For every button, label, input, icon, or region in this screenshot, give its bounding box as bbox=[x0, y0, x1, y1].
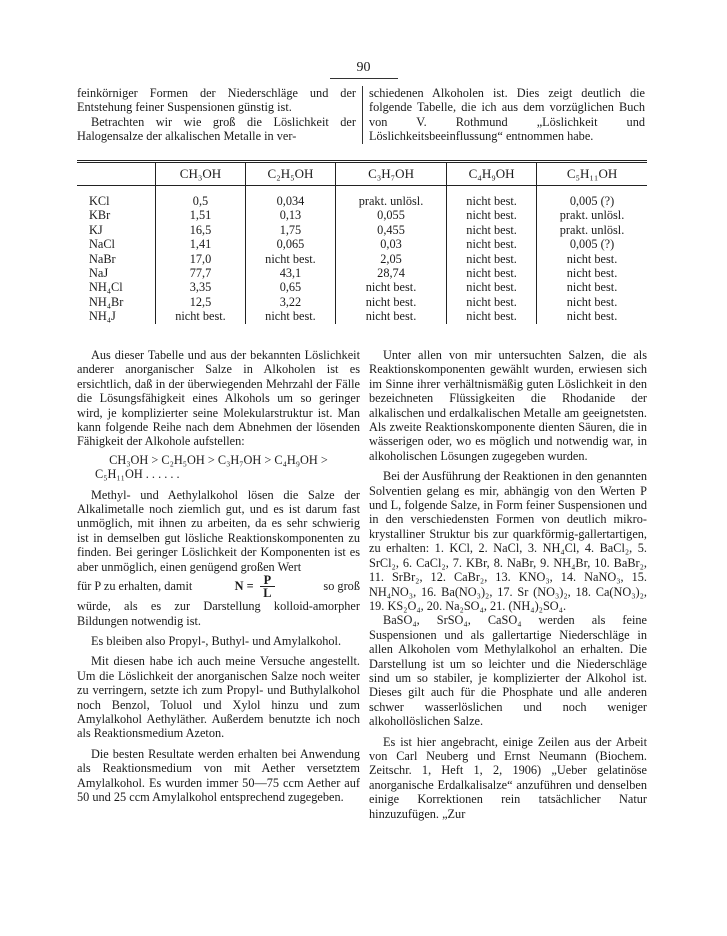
table-cell-salt: KBr bbox=[89, 208, 111, 223]
top-column-divider bbox=[362, 86, 363, 144]
table-cell-pentanol: prakt. unlösl. bbox=[537, 208, 647, 222]
table-body bbox=[77, 186, 647, 324]
table-cell-ethanol: 43,1 bbox=[245, 266, 335, 280]
alcohol-series-line-1: CH₃OH > C₂H₅OH > C₃H₇OH > C₄H₉OH > bbox=[109, 452, 328, 467]
table-cell-pentanol: 0,005 (?) bbox=[537, 237, 647, 251]
table-cell-ethanol: 0,65 bbox=[245, 280, 335, 294]
left-paragraph-3: Es bleiben also Propyl-, Buthyl- und Amylalkohol. bbox=[91, 633, 342, 648]
table-row bbox=[77, 295, 647, 309]
formula-line bbox=[77, 574, 360, 599]
table-cell-propanol: nicht best. bbox=[335, 309, 446, 323]
table-cell-butanol: nicht best. bbox=[447, 295, 537, 309]
table-row bbox=[77, 186, 647, 209]
table-cell-ethanol: 1,75 bbox=[245, 223, 335, 237]
table-cell-methanol: nicht best. bbox=[156, 309, 246, 323]
table-cell-ethanol: 0,13 bbox=[245, 208, 335, 222]
table-header-pentanol: C₅H₁₁OH bbox=[537, 162, 647, 186]
top-right-column bbox=[369, 86, 645, 144]
table-cell-pentanol: nicht best. bbox=[537, 280, 647, 294]
left-paragraph-1: Aus dieser Tabelle und aus der bekannten Löslichkeit anderer anorganischer Salze in Alkoholen ist es ersichtlich, daß in der überwiegenden Mehrzahl der Fälle die Lösungsfähigkeit eines Alkohols um so geringer wird, je komplizierter seine Molekularstruktur ist. Man kann folgende Reihe nach dem Abnehmen der lösenden Fähigkeit der Alkohole aufstellen: bbox=[77, 348, 360, 449]
table-cell-methanol: 16,5 bbox=[156, 223, 246, 237]
table-cell-butanol: nicht best. bbox=[447, 252, 537, 266]
table-row bbox=[77, 280, 647, 294]
table-cell-pentanol: nicht best. bbox=[537, 295, 647, 309]
page-number-rule bbox=[330, 78, 398, 79]
formula-denominator: L bbox=[263, 586, 272, 601]
table-cell-salt: NH₄Br bbox=[89, 294, 124, 309]
table-cell-salt: KJ bbox=[89, 222, 103, 237]
table-cell-butanol: nicht best. bbox=[447, 208, 537, 222]
table-cell-pentanol: 0,005 (?) bbox=[537, 186, 647, 209]
table-cell-propanol: nicht best. bbox=[335, 295, 446, 309]
table-cell-methanol: 12,5 bbox=[156, 295, 246, 309]
table-cell-butanol: nicht best. bbox=[447, 186, 537, 209]
table-cell-butanol: nicht best. bbox=[447, 266, 537, 280]
table-cell-propanol: 0,455 bbox=[335, 223, 446, 237]
right-paragraph-2: Bei der Ausführung der Reaktionen in den genannten Solventien gelang es mir, abhängig von den Werten P und L, folgende Salze, in Form feiner Suspensionen und in den verschiedensten Formen von deutlich mikro-krystalliner Struktur bis zur quarkförmig-gallertartigen, zu erhalten: 1. KCl, 2. NaCl, 3. NH₄Cl, 4. BaCl₂, 5. SrCl₂, 6. CaCl₂, 7. KBr, 8. NaBr, 9. NH₄Br, 10. BaBr₂, 11. SrBr₂, 12. CaBr₂, 13. KNO₃, 14. NaNO₃, 15. NH₄NO₃, 16. Ba(NO₃)₂, 17. Sr (NO₃)₂, 18. Ca(NO₃)₂, 19. KS₂O₄, 20. Na₂SO₄, 21. (NH₄)₂SO₄. bbox=[369, 469, 647, 613]
table-cell-propanol: 2,05 bbox=[335, 252, 446, 266]
table-cell-ethanol: nicht best. bbox=[245, 309, 335, 323]
table-cell-methanol: 17,0 bbox=[156, 252, 246, 266]
left-paragraph-2: Methyl- und Aethylalkohol lösen die Salze der Alkalimetalle noch ziemlich gut, und es ist darum fast unmöglich, mit ihnen zu arbeiten, da es sehr schwierig ist in demselben gut lösliche Reaktionskomponenten zu finden. Bei geringer Löslichkeit der Komponenten ist es aber unmöglich, einen genügend großen Wert bbox=[77, 487, 360, 574]
table-header-salt bbox=[77, 162, 156, 186]
table-cell-methanol: 1,41 bbox=[156, 237, 246, 251]
table-cell-propanol: 0,055 bbox=[335, 208, 446, 222]
right-paragraph-4: Es ist hier angebracht, einige Zeilen aus der Arbeit von Carl Neuberg und Ernst Neumann (Biochem. Zeitschr. 1, Heft 1, 2, 1906) „Ueber gelatinöse anorganische Erdalkalisalze“ anzuführen und denselben einige Korrektionen rein tatsächlicher Natur hinzuzufügen. „Zur bbox=[369, 734, 647, 821]
table-cell-salt: KCl bbox=[89, 194, 110, 208]
table-header-butanol: C₄H₉OH bbox=[447, 162, 537, 186]
table-cell-salt: NaJ bbox=[89, 266, 109, 281]
table-cell-butanol: nicht best. bbox=[447, 280, 537, 294]
table-cell-salt: NH₄J bbox=[89, 309, 116, 324]
table-cell-pentanol: nicht best. bbox=[537, 252, 647, 266]
table-row bbox=[77, 223, 647, 237]
bottom-right-column bbox=[369, 348, 647, 821]
table-row bbox=[77, 309, 647, 323]
top-left-paragraph-2: Betrachten wir wie groß die Löslichkeit der Halogensalze der alkalischen Metalle in ver- bbox=[77, 114, 356, 144]
table-cell-butanol: nicht best. bbox=[447, 309, 537, 323]
solubility-table bbox=[77, 160, 647, 324]
table-cell-pentanol: prakt. unlösl. bbox=[537, 223, 647, 237]
table-cell-propanol: nicht best. bbox=[335, 280, 446, 294]
table-row bbox=[77, 208, 647, 222]
right-paragraph-1: Unter allen von mir untersuchten Salzen, die als Reaktionskomponenten gewählt wurden, erwiesen sich im Sinne ihrer verhältnismäßig guten Löslichkeit in den bezeichneten Flüssigkeiten die Rhodanide der alkalischen und erdalkalischen Metalle am geeignetsten. Als zweite Reaktionskomponente dienten Säuren, die in wässerigen oder, wo es möglich und notwendig war, in alkoholischen Lösungen zugegeben wurden. bbox=[369, 348, 647, 463]
formula-fraction bbox=[260, 574, 276, 599]
table-cell-ethanol: 0,065 bbox=[245, 237, 335, 251]
table-cell-propanol: 28,74 bbox=[335, 266, 446, 280]
table-cell-propanol: prakt. unlösl. bbox=[335, 186, 446, 209]
left-paragraph-5: Die besten Resultate werden erhalten bei Anwendung als Reaktionsmedium von mit Aether versetztem Amylalkohol. Es wurden immer 50—75 ccm Aether auf 50 und 25 ccm Amylalkohol entsprechend zugegeben. bbox=[77, 746, 360, 804]
table-cell-ethanol: 0,034 bbox=[245, 186, 335, 209]
bottom-left-column bbox=[77, 348, 360, 804]
table-cell-methanol: 1,51 bbox=[156, 208, 246, 222]
formula-prefix: für P zu erhalten, damit bbox=[77, 579, 193, 594]
left-paragraph-4: Mit diesen habe ich auch meine Versuche angestellt. Um die Löslichkeit der anorganischen Salze noch weiter zu verringern, setzte ich zum Propyl- und Buthylalkohol noch Benzol, Toluol und Xylol hinzu und zum Amylalkohol Aethyläther. Außerdem benutzte ich noch als Reaktionsmedium Azeton. bbox=[77, 654, 360, 741]
table-cell-methanol: 77,7 bbox=[156, 266, 246, 280]
alcohol-series-line-2: C₅H₁₁OH . . . . . . bbox=[95, 467, 180, 482]
table-header-ethanol: C₂H₅OH bbox=[245, 162, 335, 186]
formula-lhs: N = bbox=[234, 579, 254, 594]
table-cell-butanol: nicht best. bbox=[447, 223, 537, 237]
table-row bbox=[77, 266, 647, 280]
solubility-table-grid bbox=[77, 160, 647, 324]
table-cell-butanol: nicht best. bbox=[447, 237, 537, 251]
formula-suffix: so groß bbox=[323, 579, 360, 594]
formula-numerator: P bbox=[260, 574, 276, 587]
table-cell-pentanol: nicht best. bbox=[537, 309, 647, 323]
page-number: 90 bbox=[356, 60, 371, 75]
right-paragraph-3: BaSO₄, SrSO₄, CaSO₄ werden als feine Suspensionen und als gallertartige Niederschläge in allen Alkoholen vom Methylalkohol an erhalten. Die Darstellung ist um so leichter und die Niederschläge sind um so stabiler, je komplizierter der Alkohol ist. Dieses gilt auch für die Phosphate und alle anderen schwer wasserlöslichen und noch weniger alkohollöslichen Salze. bbox=[369, 613, 647, 729]
table-cell-salt: NaCl bbox=[89, 237, 115, 252]
table-row bbox=[77, 237, 647, 251]
top-left-column bbox=[77, 86, 356, 144]
table-header-row bbox=[77, 162, 647, 186]
table-cell-propanol: 0,03 bbox=[335, 237, 446, 251]
table-cell-methanol: 3,35 bbox=[156, 280, 246, 294]
table-row bbox=[77, 252, 647, 266]
table-cell-salt: NH₄Cl bbox=[89, 280, 123, 295]
table-header-methanol: CH₃OH bbox=[156, 162, 246, 186]
table-cell-ethanol: nicht best. bbox=[245, 252, 335, 266]
table-header-propanol: C₃H₇OH bbox=[335, 162, 446, 186]
table-cell-ethanol: 3,22 bbox=[245, 295, 335, 309]
top-right-paragraph: schiedenen Alkoholen ist. Dies zeigt deutlich die folgende Tabelle, die ich aus dem vorzüglichen Buch von V. Rothmund „Löslichkeit und Löslichkeitsbeeinflussung“ entnommen habe. bbox=[369, 86, 645, 144]
left-paragraph-2-end: würde, als es zur Darstellung kolloid-amorpher Bildungen notwendig ist. bbox=[77, 599, 360, 628]
table-cell-pentanol: nicht best. bbox=[537, 266, 647, 280]
top-left-paragraph: feinkörniger Formen der Niederschläge und der Entstehung feiner Suspensionen günstig ist. bbox=[77, 86, 356, 115]
table-cell-methanol: 0,5 bbox=[156, 186, 246, 209]
table-cell-salt: NaBr bbox=[89, 251, 116, 266]
formula bbox=[235, 574, 281, 599]
